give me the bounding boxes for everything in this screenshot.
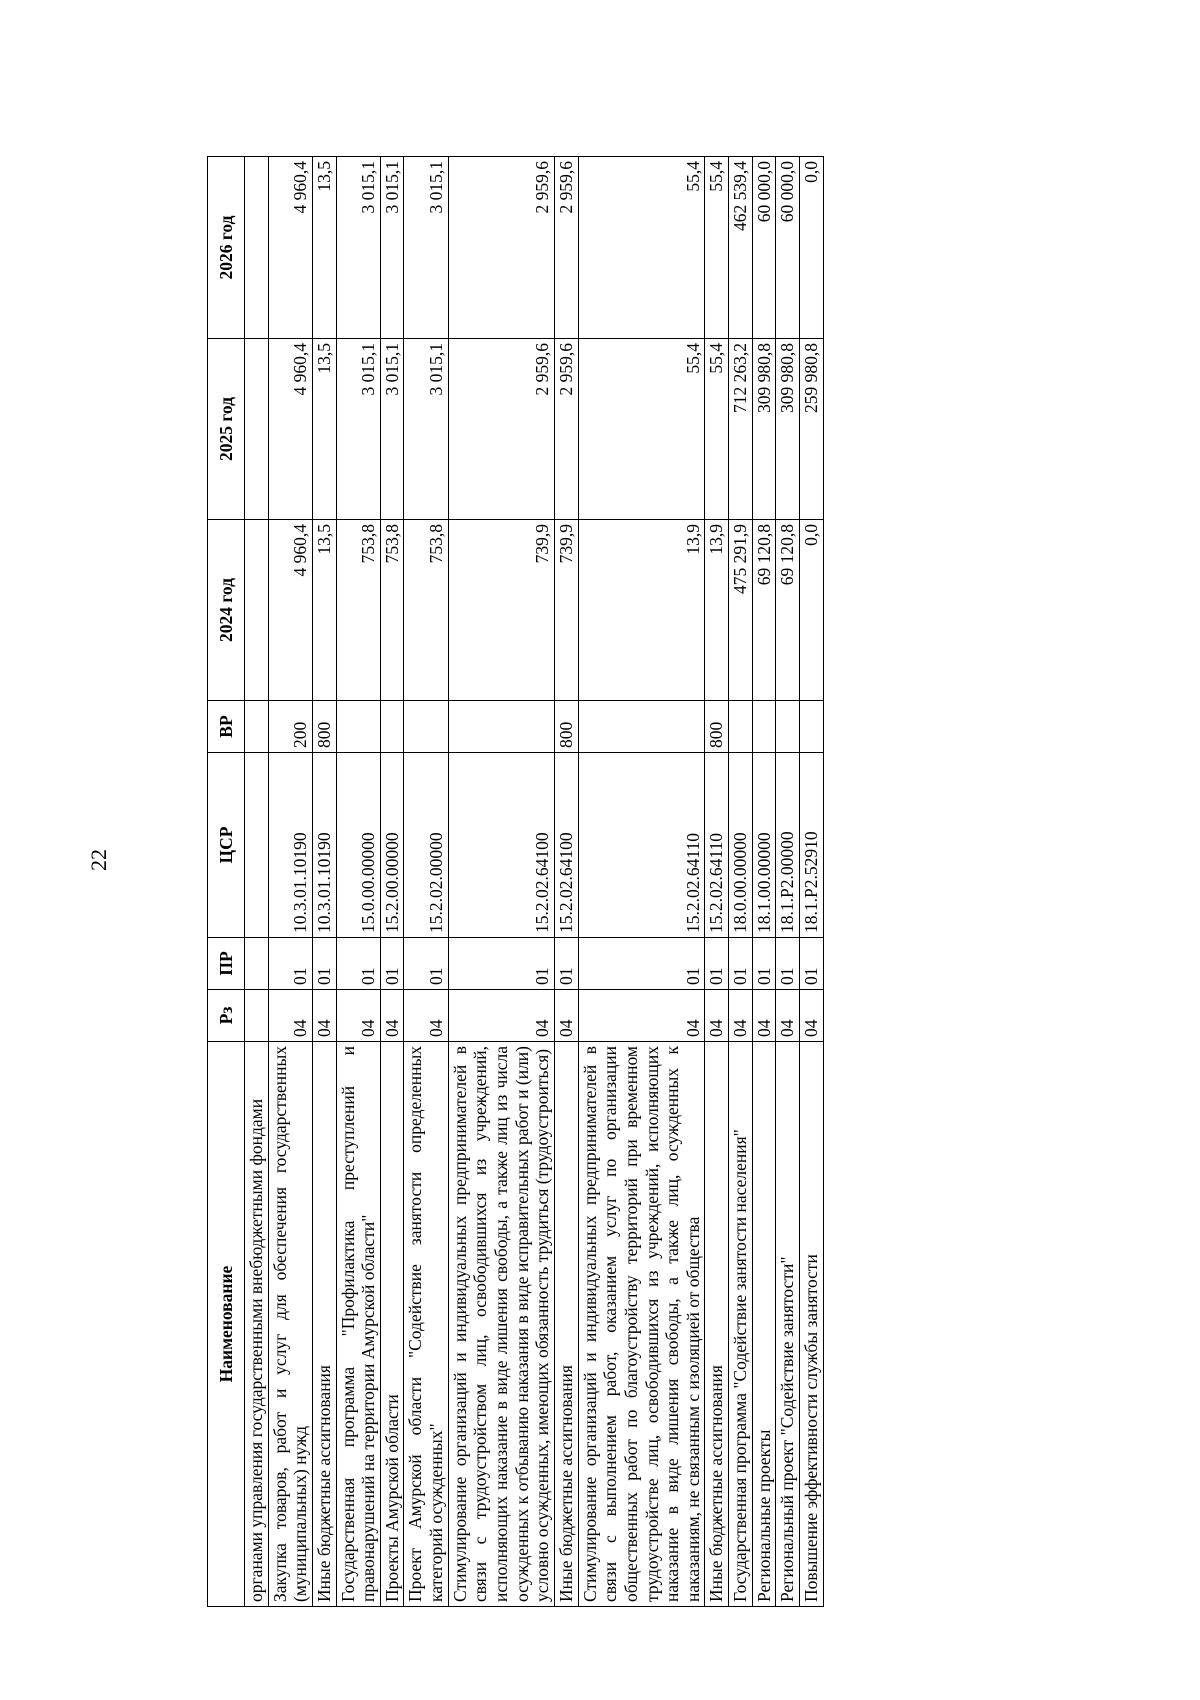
cell-rz: 04 (380, 990, 404, 1042)
table-row (800, 157, 824, 1607)
cell-vr (578, 701, 705, 753)
cell-2024: 753,8 (380, 520, 404, 701)
cell-name: Иные бюджетные ассигнования (312, 1042, 336, 1607)
cell-pr: 01 (729, 938, 753, 990)
cell-2026: 60 000,0 (776, 157, 800, 339)
cell-2025: 2 959,6 (448, 339, 554, 520)
table-row (752, 157, 776, 1607)
cell-rz: 04 (729, 990, 753, 1042)
table-header-row (208, 157, 245, 1607)
table-row (245, 157, 269, 1607)
cell-csr: 10.3.01.10190 (312, 753, 336, 938)
cell-vr (752, 701, 776, 753)
cell-2024: 739,9 (448, 520, 554, 701)
cell-2026: 0,0 (800, 157, 824, 339)
cell-pr: 01 (705, 938, 729, 990)
cell-2024: 13,9 (705, 520, 729, 701)
cell-pr: 01 (554, 938, 578, 990)
header-2026: 2026 год (208, 157, 245, 339)
cell-csr: 18.0.00.00000 (729, 753, 753, 938)
cell-csr: 15.2.02.64100 (554, 753, 578, 938)
cell-rz: 04 (404, 990, 448, 1042)
cell-name: Государственная программа "Содействие занятости населения" (729, 1042, 753, 1607)
cell-2026 (245, 157, 269, 339)
cell-rz: 04 (776, 990, 800, 1042)
cell-name: Региональные проекты (752, 1042, 776, 1607)
table-row (705, 157, 729, 1607)
cell-vr (729, 701, 753, 753)
cell-2026: 2 959,6 (554, 157, 578, 339)
cell-2026: 4 960,4 (268, 157, 312, 339)
cell-name: Стимулирование организаций и индивидуальных предпринимателей в связи с трудоустройством лиц, освободившихся из учреждений, исполняющих наказание в виде лишения свободы, а также лиц из числа осужденных к отбыванию наказания в виде исправительных работ и (или) условно осужденных, имеющих обязанность трудиться (трудоустроиться) (448, 1042, 554, 1607)
cell-vr (245, 701, 269, 753)
cell-name: Проекты Амурской области (380, 1042, 404, 1607)
cell-2026: 3 015,1 (336, 157, 380, 339)
cell-2025: 3 015,1 (380, 339, 404, 520)
cell-2026: 55,4 (578, 157, 705, 339)
cell-rz: 04 (336, 990, 380, 1042)
cell-2025 (245, 339, 269, 520)
header-2025: 2025 год (208, 339, 245, 520)
cell-pr: 01 (448, 938, 554, 990)
cell-name: Иные бюджетные ассигнования (554, 1042, 578, 1607)
cell-csr: 15.0.00.00000 (336, 753, 380, 938)
cell-2024: 0,0 (800, 520, 824, 701)
cell-rz: 04 (752, 990, 776, 1042)
cell-rz: 04 (448, 990, 554, 1042)
cell-vr (404, 701, 448, 753)
cell-rz (245, 990, 269, 1042)
header-2024: 2024 год (208, 520, 245, 701)
cell-2025: 309 980,8 (776, 339, 800, 520)
cell-2025: 309 980,8 (752, 339, 776, 520)
cell-2026: 13,5 (312, 157, 336, 339)
cell-name: Закупка товаров, работ и услуг для обеспечения государственных (муниципальных) нужд (268, 1042, 312, 1607)
cell-csr: 15.2.00.00000 (380, 753, 404, 938)
cell-csr: 15.2.02.64100 (448, 753, 554, 938)
header-csr: ЦСР (208, 753, 245, 938)
cell-vr: 800 (554, 701, 578, 753)
cell-pr: 01 (578, 938, 705, 990)
table-row (268, 157, 312, 1607)
table-row (578, 157, 705, 1607)
table-row (729, 157, 753, 1607)
cell-2025: 259 980,8 (800, 339, 824, 520)
cell-2025: 3 015,1 (336, 339, 380, 520)
cell-csr: 15.2.02.64110 (578, 753, 705, 938)
cell-csr (245, 753, 269, 938)
cell-2026: 462 539,4 (729, 157, 753, 339)
cell-2025: 55,4 (705, 339, 729, 520)
cell-name: Проект Амурской области "Содействие занятости определенных категорий осужденных" (404, 1042, 448, 1607)
page-number: 22 (86, 849, 111, 871)
cell-pr: 01 (268, 938, 312, 990)
cell-vr (776, 701, 800, 753)
cell-2026: 2 959,6 (448, 157, 554, 339)
cell-2026: 3 015,1 (404, 157, 448, 339)
cell-vr (800, 701, 824, 753)
cell-vr (380, 701, 404, 753)
cell-2025: 13,5 (312, 339, 336, 520)
table-row (554, 157, 578, 1607)
cell-vr (448, 701, 554, 753)
cell-name: органами управления государственными внебюджетными фондами (245, 1042, 269, 1607)
cell-2024: 739,9 (554, 520, 578, 701)
cell-pr: 01 (800, 938, 824, 990)
cell-rz: 04 (554, 990, 578, 1042)
header-vr: ВР (208, 701, 245, 753)
cell-2025: 3 015,1 (404, 339, 448, 520)
cell-2025: 55,4 (578, 339, 705, 520)
cell-2026: 55,4 (705, 157, 729, 339)
cell-2024: 475 291,9 (729, 520, 753, 701)
cell-pr (245, 938, 269, 990)
cell-name: Повышение эффективности службы занятости (800, 1042, 824, 1607)
cell-rz: 04 (312, 990, 336, 1042)
cell-name: Региональный проект "Содействие занятости" (776, 1042, 800, 1607)
cell-pr: 01 (336, 938, 380, 990)
cell-2025: 2 959,6 (554, 339, 578, 520)
cell-name: Иные бюджетные ассигнования (705, 1042, 729, 1607)
cell-csr: 15.2.02.64110 (705, 753, 729, 938)
cell-vr: 200 (268, 701, 312, 753)
cell-2024: 69 120,8 (752, 520, 776, 701)
cell-rz: 04 (800, 990, 824, 1042)
cell-2024: 13,9 (578, 520, 705, 701)
cell-vr (336, 701, 380, 753)
cell-rz: 04 (705, 990, 729, 1042)
cell-pr: 01 (776, 938, 800, 990)
table-row (380, 157, 404, 1607)
header-rz: Рз (208, 990, 245, 1042)
cell-2024: 4 960,4 (268, 520, 312, 701)
cell-csr: 18.1.P2.52910 (800, 753, 824, 938)
table-row (448, 157, 554, 1607)
cell-2025: 4 960,4 (268, 339, 312, 520)
cell-2024: 753,8 (336, 520, 380, 701)
cell-csr: 15.2.02.00000 (404, 753, 448, 938)
cell-pr: 01 (312, 938, 336, 990)
cell-2026: 60 000,0 (752, 157, 776, 339)
cell-rz: 04 (578, 990, 705, 1042)
cell-csr: 18.1.P2.00000 (776, 753, 800, 938)
header-pr: ПР (208, 938, 245, 990)
cell-2025: 712 263,2 (729, 339, 753, 520)
budget-table (207, 156, 824, 1607)
cell-pr: 01 (752, 938, 776, 990)
cell-2026: 3 015,1 (380, 157, 404, 339)
cell-2024: 13,5 (312, 520, 336, 701)
rotated-page-content (207, 157, 1067, 1607)
cell-2024 (245, 520, 269, 701)
table-row (404, 157, 448, 1607)
cell-name: Государственная программа "Профилактика преступлений и правонарушений на территории Амурской области" (336, 1042, 380, 1607)
cell-csr: 10.3.01.10190 (268, 753, 312, 938)
cell-pr: 01 (404, 938, 448, 990)
cell-pr: 01 (380, 938, 404, 990)
cell-2024: 753,8 (404, 520, 448, 701)
cell-csr: 18.1.00.00000 (752, 753, 776, 938)
cell-rz: 04 (268, 990, 312, 1042)
table-row (312, 157, 336, 1607)
cell-vr: 800 (705, 701, 729, 753)
table-row (336, 157, 380, 1607)
header-name: Наименование (208, 1042, 245, 1607)
table-row (776, 157, 800, 1607)
cell-name: Стимулирование организаций и индивидуальных предпринимателей в связи с выполнением работ, оказанием услуг по организации общественных работ по благоустройству территорий при временном трудоустройстве лиц, освободившихся из учреждений, исполняющих наказание в виде лишения свободы, а также лиц, осужденных к наказаниям, не связанным с изоляцией от общества (578, 1042, 705, 1607)
cell-vr: 800 (312, 701, 336, 753)
cell-2024: 69 120,8 (776, 520, 800, 701)
